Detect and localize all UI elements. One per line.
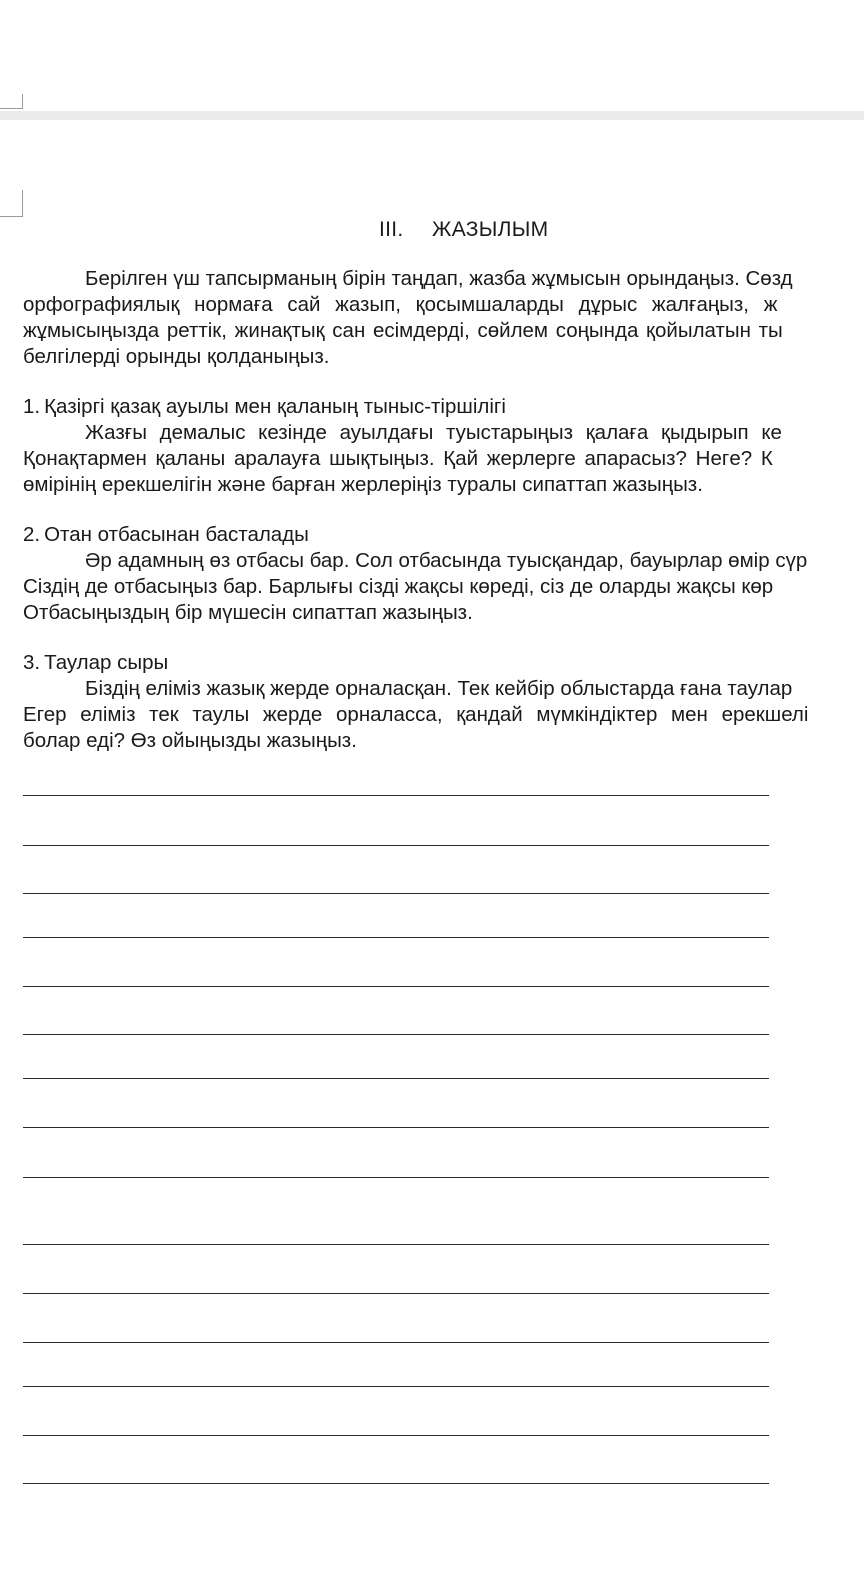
task-line: Сіздің де отбасыңыз бар. Барлығы сізді жақсы көреді, сіз де оларды жақсы көр	[23, 575, 774, 598]
instructions-line: белгілерді орынды қолданыңыз.	[23, 345, 330, 368]
task-line: Әр адамның өз отбасы бар. Сол отбасында туысқандар, бауырлар өмір сүр	[85, 549, 808, 572]
task-line: Егер еліміз тек таулы жерде орналасса, қандай мүмкіндіктер мен ерекшелі	[23, 703, 809, 726]
instructions-line: жұмысыңызда реттік, жинақтық сан есімдерді, сөйлем соңында қойылатын ты	[23, 319, 783, 342]
task-2	[23, 522, 864, 626]
task-heading	[23, 650, 864, 676]
answer-line	[23, 1483, 769, 1484]
task-line: Жазғы демалыс кезінде ауылдағы туыстарыңыз қалаға қыдырып ке	[85, 421, 782, 444]
assignment-content	[23, 266, 864, 754]
task-3	[23, 650, 864, 754]
instructions-paragraph	[23, 266, 864, 370]
answer-line	[23, 1435, 769, 1436]
task-line: Біздің еліміз жазық жерде орналасқан. Тек кейбір облыстарда ғана таулар	[85, 677, 793, 700]
answer-line	[23, 986, 769, 987]
instructions-line: орфографиялық нормаға сай жазып, қосымшаларды дұрыс жалғаңыз, ж	[23, 293, 778, 316]
answer-line	[23, 845, 769, 846]
crop-mark-top	[0, 94, 23, 109]
task-title: Қазіргі қазақ ауылы мен қаланың тыныс-тіршілігі	[44, 395, 506, 418]
task-body	[23, 676, 864, 754]
task-body	[23, 548, 864, 626]
task-heading	[23, 522, 864, 548]
page-separator	[0, 111, 864, 120]
task-heading	[23, 394, 864, 420]
section-number: III.	[379, 218, 404, 241]
answer-line	[23, 1342, 769, 1343]
task-number: 3.	[23, 651, 41, 674]
crop-mark-margin	[0, 190, 23, 217]
answer-line	[23, 795, 769, 796]
answer-line	[23, 1034, 769, 1035]
task-line: болар еді? Өз ойыңызды жазыңыз.	[23, 729, 357, 752]
answer-line	[23, 937, 769, 938]
task-line: Отбасыңыздың бір мүшесін сипаттап жазыңыз.	[23, 601, 473, 624]
answer-line	[23, 893, 769, 894]
task-title: Отан отбасынан басталады	[44, 523, 309, 546]
task-line: өмірінің ерекшелігін және барған жерлеріңіз туралы сипаттап жазыңыз.	[23, 473, 703, 496]
answer-line	[23, 1078, 769, 1079]
answer-line	[23, 1177, 769, 1178]
section-name: ЖАЗЫЛЫМ	[432, 218, 549, 241]
task-1	[23, 394, 864, 498]
answer-line	[23, 1244, 769, 1245]
instructions-line: Берілген үш тапсырманың бірін таңдап, жазба жұмысын орындаңыз. Сөзд	[85, 267, 793, 290]
answer-line	[23, 1293, 769, 1294]
task-body	[23, 420, 864, 498]
task-number: 1.	[23, 395, 41, 418]
answer-line	[23, 1386, 769, 1387]
answer-line	[23, 1127, 769, 1128]
task-number: 2.	[23, 523, 41, 546]
task-line: Қонақтармен қаланы аралауға шықтыңыз. Қай жерлерге апарасыз? Негe? К	[23, 447, 773, 470]
task-title: Таулар сыры	[44, 651, 169, 674]
